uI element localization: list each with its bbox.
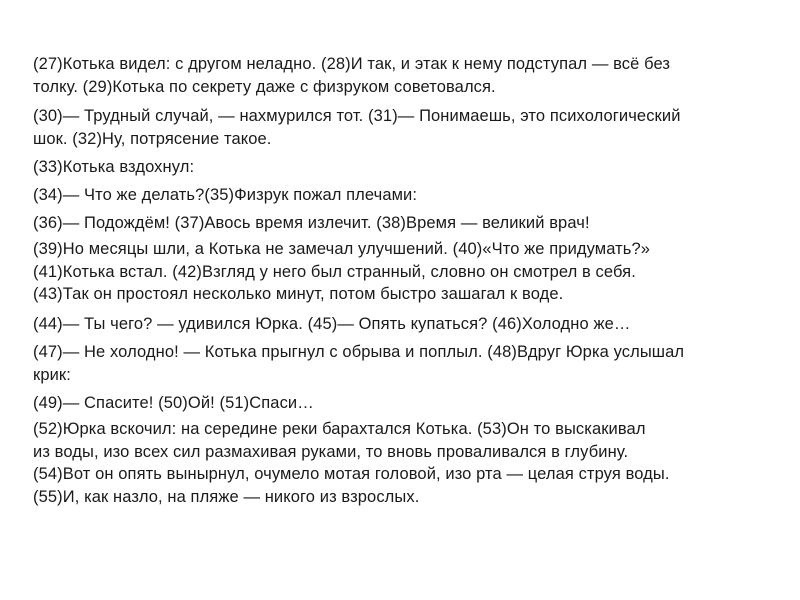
paragraph-27-29: (27)Котька видел: с другом неладно. (28)И так, и этак к нему подступал — всё без толку. (29)Котька по секрету даже с физруком советовался. xyxy=(33,55,671,96)
paragraph-39-43: (39)Но месяцы шли, а Котька не замечал улучшений. (40)«Что же придумать?» (41)Котька встал. (42)Взгляд у него был странный, словно он смотрел в себя. (43)Так он простоял несколько минут, потом быстро зашагал к воде. xyxy=(33,240,651,303)
paragraph-34-35: (34)— Что же делать?(35)Физрук пожал плечами: xyxy=(33,186,418,204)
paragraph-44-46: (44)— Ты чего? — удивился Юрка. (45)— Опять купаться? (46)Холодно же… xyxy=(33,315,631,333)
paragraph-52-55: (52)Юрка вскочил: на середине реки барахтался Котька. (53)Он то выскакивал из воды, изо всех сил размахивая руками, то вновь проваливался в глубину. (54)Вот он опять вынырнул, очумело мотая головой, изо рта — целая струя воды. (55)И, как назло, на пляже — никого из взрослых. xyxy=(33,420,670,506)
paragraph-36-38: (36)— Подождём! (37)Авось время излечит. (38)Время — великий врач! xyxy=(33,214,590,232)
paragraph-33: (33)Котька вздохнул: xyxy=(33,158,195,176)
paragraph-49-51: (49)— Спасите! (50)Ой! (51)Спаси… xyxy=(33,394,314,412)
paragraph-47-48: (47)— Не холодно! — Котька прыгнул с обрыва и поплыл. (48)Вдруг Юрка услышал крик: xyxy=(33,343,685,384)
paragraph-30-32: (30)— Трудный случай, — нахмурился тот. (31)— Понимаешь, это психологический шок. (32)Ну, потрясение такое. xyxy=(33,107,681,148)
